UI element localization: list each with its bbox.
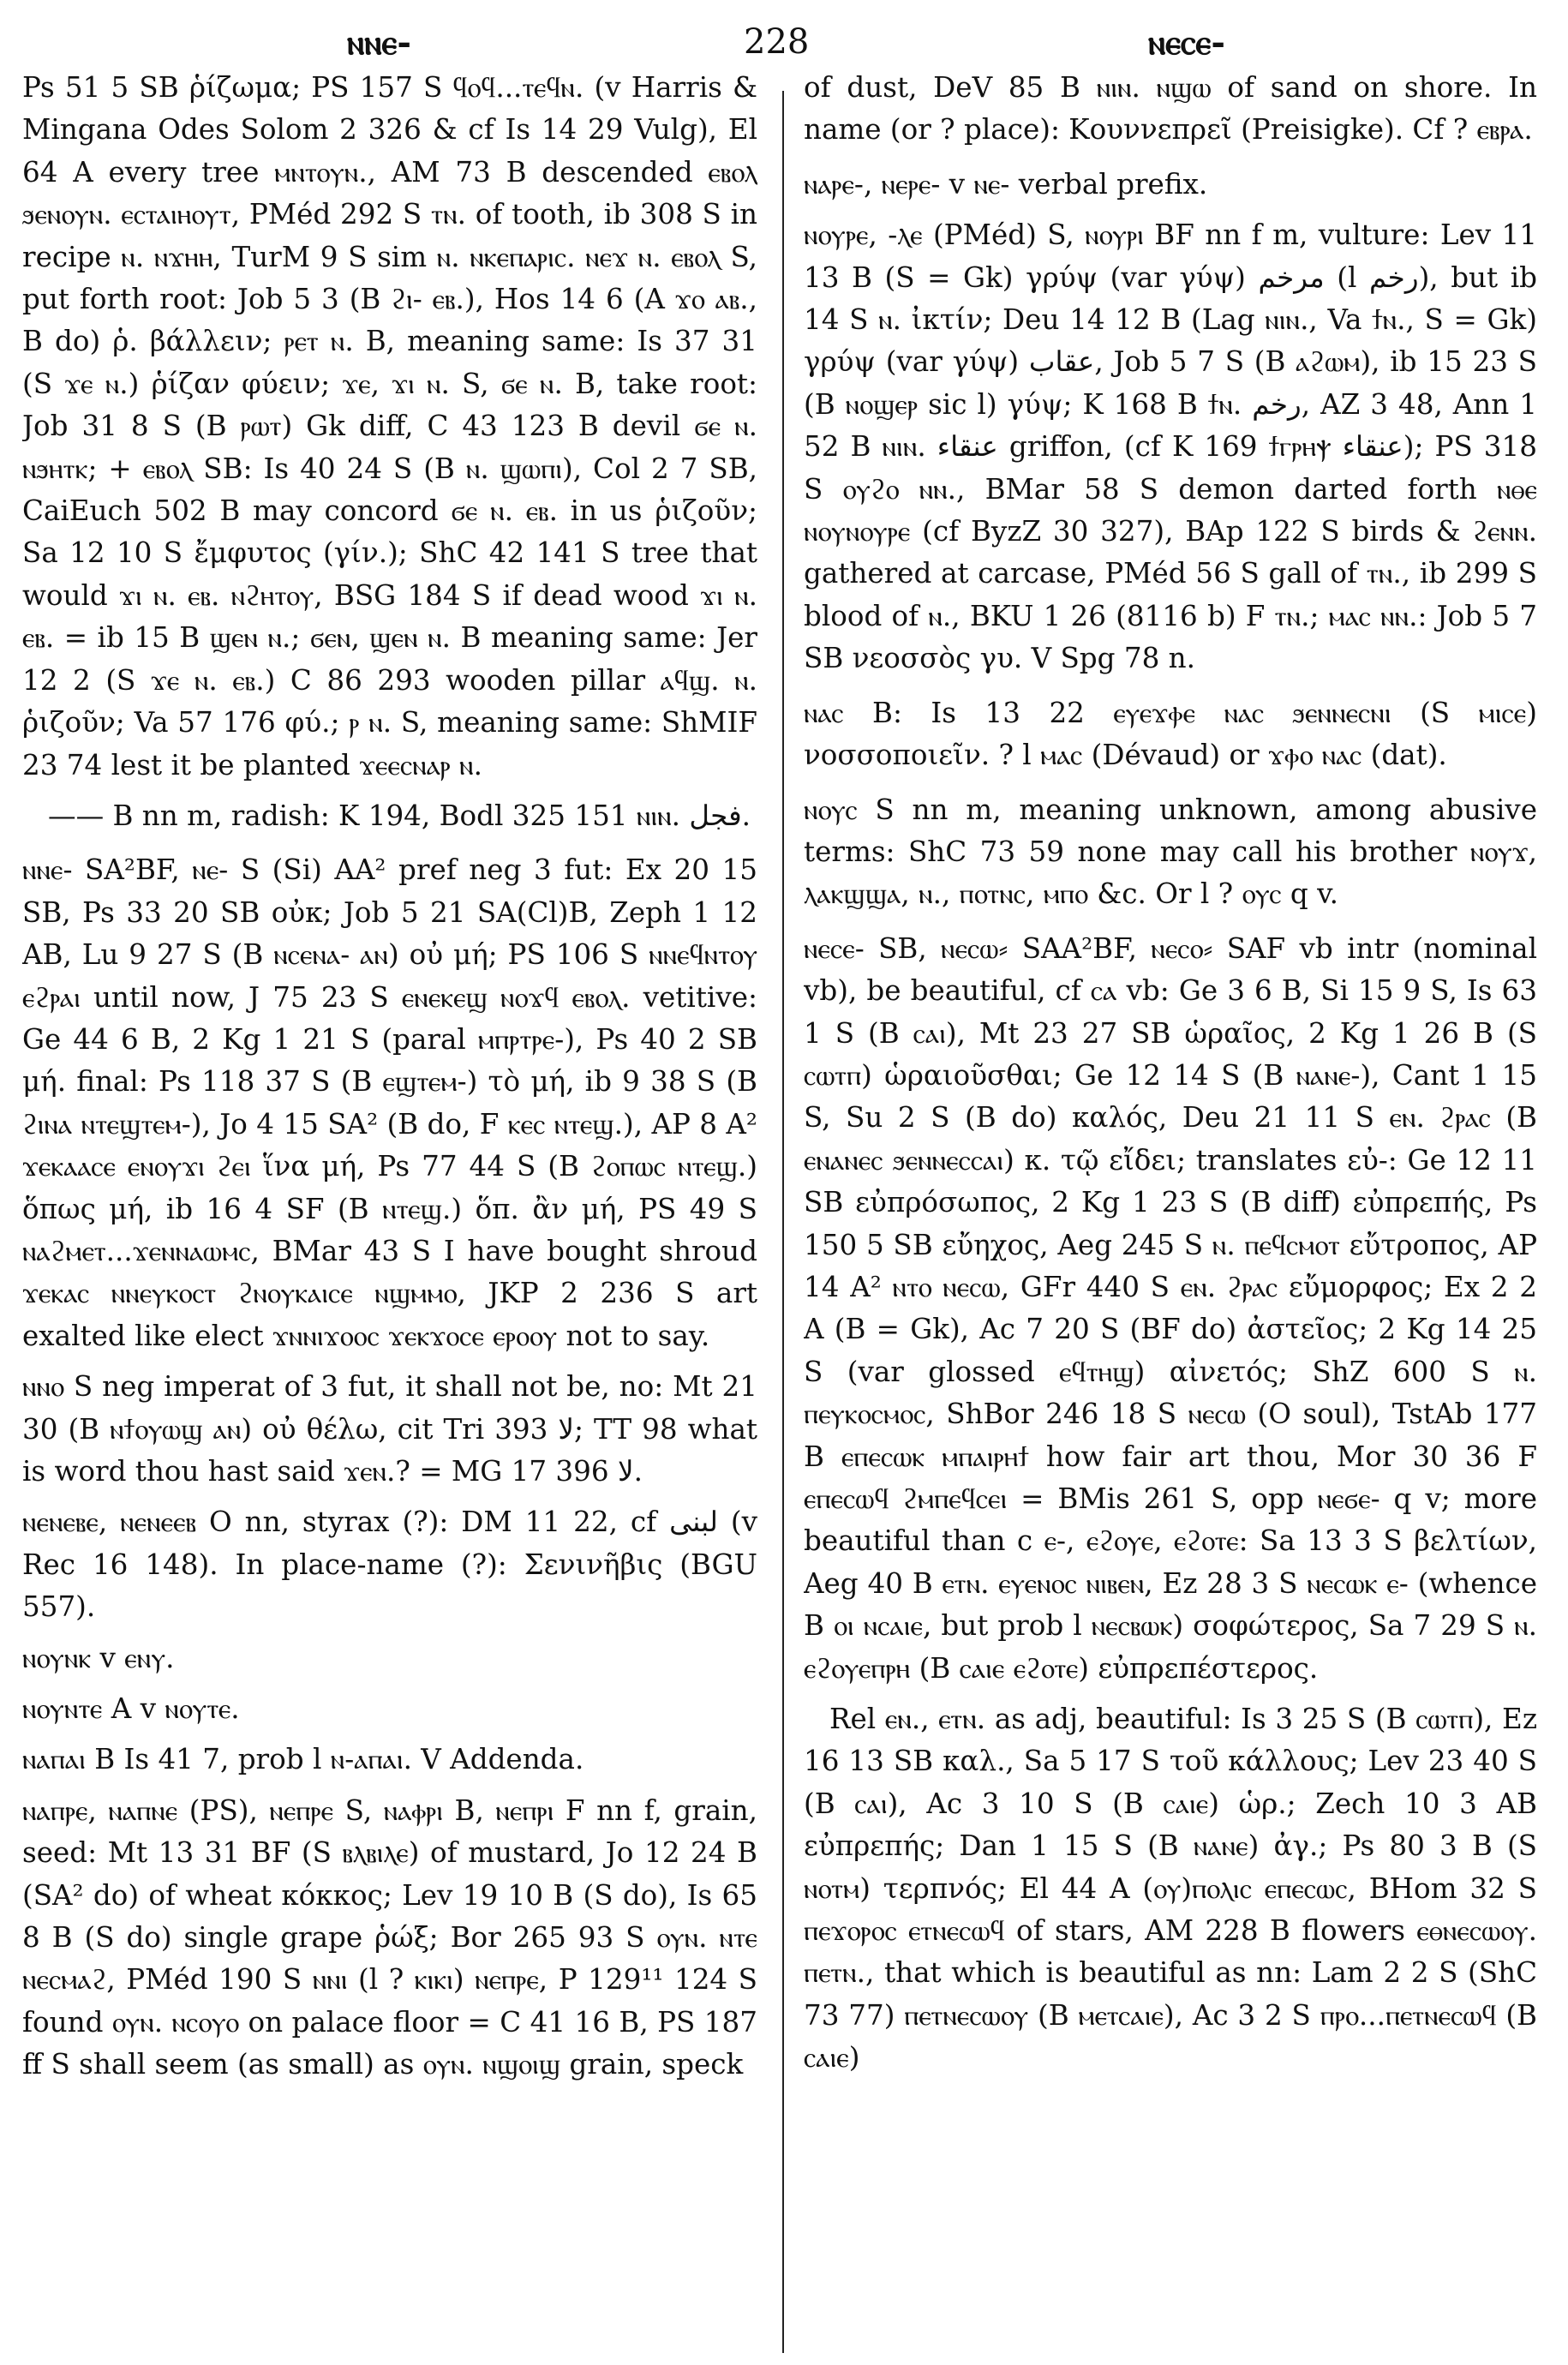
- entry-nounk: ⲛⲟⲩⲛⲕ v ⲉⲛⲩ.: [22, 1641, 175, 1674]
- page-header: [0, 22, 1568, 74]
- entry-nese: ⲛⲉⲥⲉ- SB, ⲛⲉⲥⲱ⸗ SAA²BF, ⲛⲉⲥⲟ⸗ SAF vb intr (nominal vb), be beautiful, cf ⲥⲁ vb: Ge 3 6 B, Si 15 9 S, Is 63 1 S (B ⲥⲁⲓ), Mt 23 27 SB ὡραῖος, 2 Kg 1 26 B (S ⲥⲱⲧⲡ) ὡραιοῦσθαι; Ge 12 14 S (B ⲛⲁⲛⲉ-), Cant 1 15 S, Su 2 S (B do) καλός, Deu 21 11 S ⲉⲛ. ϩⲣⲁⲥ (B ⲉⲛⲁⲛⲉⲥ ϧⲉⲛⲛⲉⲥⲥⲁⲓ) κ. τῷ εἴδει; translates εὐ-: Ge 12 11 SB εὐπρόσωπος, 2 Kg 1 23 S (B diff) εὐπρεπής, Ps 150 5 SB εὔηχος, Aeg 245 S ⲛ. ⲡⲉϥⲥⲙⲟⲧ εὔτροπος, AP 14 A² ⲛⲧⲟ ⲛⲉⲥⲱ, GFr 440 S ⲉⲛ. ϩⲣⲁⲥ εὔμορφος; Ex 2 2 A (B = Gk), Ac 7 20 S (BF do) ἀστεῖος; 2 Kg 14 25 S (var glossed ⲉϥⲧⲏϣ) αἰνετός; ShZ 600 S ⲛ. ⲡⲉⲩⲕⲟⲥⲙⲟⲥ, ShBor 246 18 S ⲛⲉⲥⲱ (O soul), TstAb 177 B ⲉⲡⲉⲥⲱⲕ ⲙⲡⲁⲓⲣⲏϯ how fair art thou, Mor 30 36 F ⲉⲡⲉⲥⲱϥ ϩⲙⲡⲉϥⲥⲉⲓ = BMis 261 S, opp ⲛⲉϭⲉ- q v; more beautiful than c ⲉ-, ⲉϩⲟⲩⲉ, ⲉϩⲟⲧⲉ: Sa 13 3 S βελτίων, Aeg 40 B ⲉⲧⲛ. ⲉⲩⲉⲛⲟⲥ ⲛⲓⲃⲉⲛ, Ez 28 3 S ⲛⲉⲥⲱⲕ ⲉ- (whence B ⲟⲓ ⲛⲥⲁⲓⲉ, but prob l ⲛⲉⲥⲃⲱⲕ) σοφώτερος, Sa 7 29 S ⲛ. ⲉϩⲟⲩⲉⲡⲣⲏ (B ⲥⲁⲓⲉ ⲉϩⲟⲧⲉ) εὐπρεπέστερος.: [804, 931, 1537, 1685]
- page-number: 228: [744, 22, 810, 62]
- entry-nne: ⲛⲛⲉ- SA²BF, ⲛⲉ- S (Si) AA² pref neg 3 fut: Ex 20 15 SB, Ps 33 20 SB οὐκ; Job 5 21 SA(Cl)B, Zeph 1 12 AB, Lu 9 27 S (B ⲛⲥⲉⲛⲁ- ⲁⲛ) οὐ μή; PS 106 S ⲛⲛⲉϥⲛⲧⲟⲩ ⲉϩⲣⲁⲓ until now, J 75 23 S ⲉⲛⲉⲕⲉϣ ⲛⲟϫϥ ⲉⲃⲟⲗ. vetitive: Ge 44 6 B, 2 Kg 1 21 S (paral ⲙⲡⲣⲧⲣⲉ-), Ps 40 2 SB μή. final: Ps 118 37 S (B ⲉϣⲧⲉⲙ-) τὸ μή, ib 9 38 S (B ϩⲓⲛⲁ ⲛⲧⲉϣⲧⲉⲙ-), Jo 4 15 SA² (B do, F ⲕⲉⲥ ⲛⲧⲉϣ.), AP 8 A² ϫⲉⲕⲁⲁⲥⲉ ⲉⲛⲟⲩϫⲓ ϩⲉⲓ ἵνα μή, Ps 77 44 S (B ϩⲟⲡⲱⲥ ⲛⲧⲉϣ.) ὅπως μή, ib 16 4 SF (B ⲛⲧⲉϣ.) ὅπ. ἂν μή, PS 49 S ⲛⲁϩⲙⲉⲧ...ϫⲉⲛⲛⲁⲱⲙⲥ, BMar 43 S I have bought shroud ϫⲉⲕⲁⲥ ⲛⲛⲉⲩⲕⲟⲥⲧ ϩⲛⲟⲩⲕⲁⲓⲥⲉ ⲛϣⲙⲙⲟ, JKP 2 236 S art exalted like elect ϫⲛⲛⲓϫⲟⲟⲥ ϫⲉⲕϫⲟⲥⲉ ⲉⲣⲟⲟⲩ not to say.: [22, 853, 757, 1352]
- entry-noure: ⲛⲟⲩⲣⲉ, -ⲗⲉ (PMéd) S, ⲛⲟⲩⲣⲓ BF nn f m, vulture: Lev 11 13 B (S = Gk) γρύψ (var γύψ) مرخم (l رخم), but ib 14 S ⲛ. ἰκτίν; Deu 14 12 B (Lag ⲛⲓⲛ., Va ϯⲛ., S = Gk) γρύψ (var γύψ) عقاب, Job 5 7 S (B ⲁϩⲱⲙ), ib 15 23 S (B ⲛⲟϣⲉⲣ sic l) γύψ; K 168 B ϯⲛ. رخم, AZ 3 48, Ann 1 52 B ⲛⲓⲛ. عنقاء griffon, (cf K 169 ϯⲅⲣⲏⲯ عنقاء); PS 318 S ⲟⲩϩⲟ ⲛⲛ., BMar 58 S demon darted forth ⲛⲑⲉ ⲛⲟⲩⲛⲟⲩⲣⲉ (cf ByzZ 30 327), BAp 122 S birds & ϩⲉⲛⲛ. gathered at carcase, PMéd 56 S gall of ⲧⲛ., ib 299 S blood of ⲛ., BKU 1 26 (8116 b) F ⲧⲛ.; ⲙⲁⲥ ⲛⲛ.: Job 5 7 SB νεοσσὸς γυ. V Spg 78 n.: [804, 219, 1537, 675]
- entry-continuation: Ps 51 5 SB ῥίζωμα; PS 157 S ϥⲟϥ...ⲧⲉϥⲛ. (v Harris & Mingana Odes Solom 2 326 & cf Is 14 29 Vulg), El 64 A every tree ⲙⲛⲧⲟⲩⲛ., AM 73 B descended ⲉⲃⲟⲗ ϧⲉⲛⲟⲩⲛ. ⲉⲥⲧⲁⲓⲏⲟⲩⲧ, PMéd 292 S ⲧⲛ. of tooth, ib 308 S in recipe ⲛ. ⲛϫⲏⲏ, TurM 9 S sim ⲛ. ⲛⲕⲉⲡⲁⲣⲓⲥ. ⲛⲉϫ ⲛ. ⲉⲃⲟⲗ S, put forth root: Job 5 3 (B ϩⲓ- ⲉⲃ.), Hos 14 6 (A ϫⲟ ⲁⲃ., B do) ῥ. βάλλειν; ⲣⲉⲧ ⲛ. B, meaning same: Is 37 31 (S ϫⲉ ⲛ.) ῥίζαν φύειν; ϫⲉ, ϫⲓ ⲛ. S, ϭⲉ ⲛ. B, take root: Job 31 8 S (B ⲣⲱⲧ) Gk diff, C 43 123 B devil ϭⲉ ⲛ. ⲛϧⲏⲧⲕ; + ⲉⲃⲟⲗ SB: Is 40 24 S (B ⲛ. ϣⲱⲡⲓ), Col 2 7 SB, CaiEuch 502 B may concord ϭⲉ ⲛ. ⲉⲃ. in us ῥιζοῦν; Sa 12 10 S ἔμφυτος (γίν.); ShC 42 141 S tree that would ϫⲓ ⲛ. ⲉⲃ. ⲛϩⲏⲧⲟⲩ, BSG 184 S if dead wood ϫⲓ ⲛ. ⲉⲃ. = ib 15 B ϣⲉⲛ ⲛ.; ϭⲉⲛ, ϣⲉⲛ ⲛ. B meaning same: Jer 12 2 (S ϫⲉ ⲛ. ⲉⲃ.) C 86 293 wooden pillar ⲁϥϣ. ⲛ. ῥιζοῦν; Va 57 176 φύ.; ⲣ ⲛ. S, meaning same: ShMIF 23 74 lest it be planted ϫⲉⲉⲥⲛⲁⲣ ⲛ.: [22, 71, 757, 781]
- column-divider: [782, 91, 784, 2353]
- entry-continuation-right: of dust, DeV 85 B ⲛⲓⲛ. ⲛϣⲱ of sand on shore. In name (or ? place): Κουννεπρεῖ (Preisigke). Cf ? ⲉⲃⲣⲁ.: [804, 71, 1537, 147]
- entry-nous: ⲛⲟⲩⲥ S nn m, meaning unknown, among abusive terms: ShC 73 59 none may call his brother ⲛⲟⲩϫ, ⲗⲁⲕϣϣⲁ, ⲛ., ⲡⲟⲧⲛⲥ, ⲙⲡⲟ &c. Or l ? ⲟⲩⲥ q v.: [804, 793, 1537, 911]
- entry-nare: ⲛⲁⲣⲉ-, ⲛⲉⲣⲉ- v ⲛⲉ- verbal prefix.: [804, 167, 1208, 201]
- entry-napai: ⲛⲁⲡⲁⲓ B Is 41 7, prob l ⲛ-ⲁⲡⲁⲓ. V Addenda.: [22, 1743, 584, 1776]
- entry-nas: ⲛⲁⲥ B: Is 13 22 ⲉⲩⲉϫⲫⲉ ⲛⲁⲥ ϧⲉⲛⲛⲉⲥⲛⲓ (S ⲙⲓⲥⲉ) νοσσοποιεῖν. ? l ⲙⲁⲥ (Dévaud) or ϫⲫⲟ ⲛⲁⲥ (dat).: [804, 696, 1537, 772]
- entry-napre: ⲛⲁⲡⲣⲉ, ⲛⲁⲡⲛⲉ (PS), ⲛⲉⲡⲣⲉ S, ⲛⲁⲫⲣⲓ B, ⲛⲉⲡⲣⲓ F nn f, grain, seed: Mt 13 31 BF (S ⲃⲗⲃⲓⲗⲉ) of mustard, Jo 12 24 B (SA² do) of wheat κόκκος; Lev 19 10 B (S do), Is 65 8 B (S do) single grape ῥώξ; Bor 265 93 S ⲟⲩⲛ. ⲛⲧⲉ ⲛⲉⲥⲙⲁϩ, PMéd 190 S ⲛⲛⲓ (l ? ⲕⲓⲕⲓ) ⲛⲉⲡⲣⲉ, P 129¹¹ 124 S found ⲟⲩⲛ. ⲛⲥⲟⲩⲟ on palace floor = C 41 16 B, PS 187 ff S shall seem (as small) as ⲟⲩⲛ. ⲛϣⲟⲓϣ grain, speck: [22, 1793, 757, 2081]
- entry-subentry-radish: —— B nn m, radish: K 194, Bodl 325 151 ⲛⲓⲛ. فجل.: [48, 799, 751, 832]
- entry-nenebe: ⲛⲉⲛⲉⲃⲉ, ⲛⲉⲛⲉⲉⲃ O nn, styrax (?): DM 11 22, cf لبنى (v Rec 16 148). In place-name (?): Σενινῆβις (BGU 557).: [22, 1506, 757, 1624]
- left-column: [22, 67, 757, 2355]
- right-column: [804, 67, 1537, 2355]
- header-right-guide-word: ⲛⲉⲥⲉ-: [1148, 22, 1225, 63]
- entry-nounte: ⲛⲟⲩⲛⲧⲉ A v ⲛⲟⲩⲧⲉ.: [22, 1692, 240, 1726]
- entry-nno: ⲛⲛⲟ S neg imperat of 3 fut, it shall not be, no: Mt 21 30 (B ⲛϯⲟⲩⲱϣ ⲁⲛ) οὐ θέλω, cit Tri 393 لا; TT 98 what is word thou hast said ϫⲉⲛ.? = MG 17 396 لا.: [22, 1370, 757, 1488]
- header-left-guide-word: ⲛⲛⲉ-: [347, 22, 411, 63]
- entry-nese-rel: Rel ⲉⲛ., ⲉⲧⲛ. as adj, beautiful: Is 3 25 S (B ⲥⲱⲧⲡ), Ez 16 13 SB καλ., Sa 5 17 S τοῦ κάλλους; Lev 23 40 S (B ⲥⲁⲓ), Ac 3 10 S (B ⲥⲁⲓⲉ) ὡρ.; Zech 10 3 AB εὐπρεπής; Dan 1 15 S (B ⲛⲁⲛⲉ) ἀγ.; Ps 80 3 B (S ⲛⲟⲧⲙ) τερπνός; El 44 A (ⲟⲩ)ⲡⲟⲗⲓⲥ ⲉⲡⲉⲥⲱⲥ, BHom 32 S ⲡⲉϫⲟⲣⲟⲥ ⲉⲧⲛⲉⲥⲱϥ of stars, AM 228 B flowers ⲉⲑⲛⲉⲥⲱⲟⲩ. ⲡⲉⲧⲛ., that which is beautiful as nn: Lam 2 2 S (ShC 73 77) ⲡⲉⲧⲛⲉⲥⲱⲟⲩ (B ⲙⲉⲧⲥⲁⲓⲉ), Ac 3 2 S ⲡⲣⲟ...ⲡⲉⲧⲛⲉⲥⲱϥ (B ⲥⲁⲓⲉ): [804, 1703, 1537, 2075]
